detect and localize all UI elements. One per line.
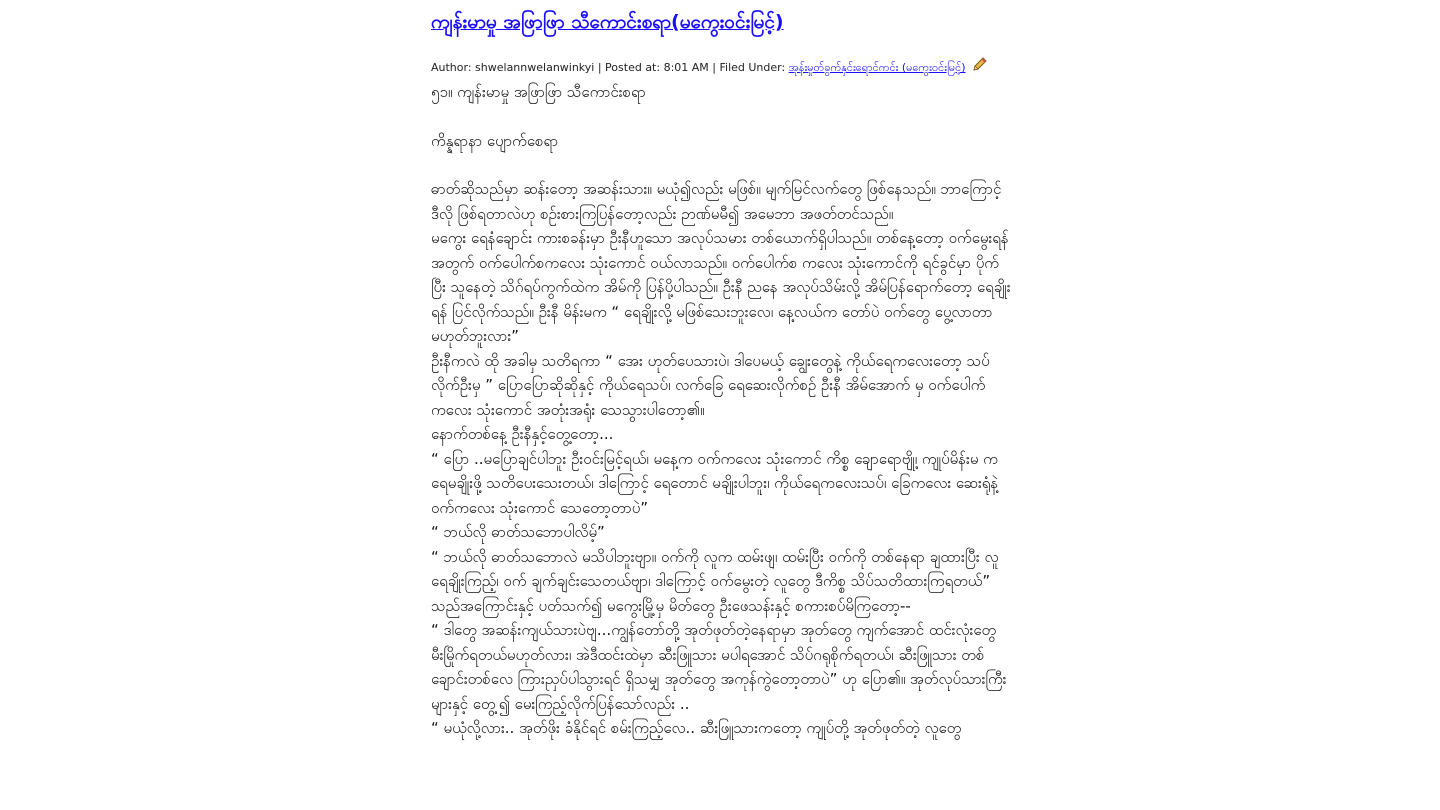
posted-time: 8:01 AM: [663, 61, 709, 74]
post-title-link[interactable]: ကျန်းမာမှု အဖြာဖြာ သီကောင်းစရာ(မကွေးဝင်းမြင့်): [431, 11, 784, 33]
paragraph: “ ပြော ..မပြောချင်ပါဘူး ဦးဝင်းမြင့်ရယ်၊ မနေ့က ဝက်ကလေး သုံးကောင် ကိစ္စ ချောရောဗျို့၊ ကျုပ်မိန်းမ က ရေမချိုးဖို့ သတိပေးသေးတယ်၊ ဒါကြောင့် ရေတောင် မချိုးပါဘူး၊ ကိုယ်ရေကလေးသပ်၊ ခြေကလေး ဆေးရုံနဲ့ ဝက်ကလေး သုံးကောင် သေတော့တာပဲ”: [431, 449, 999, 517]
paragraph: သည်အကြောင်းနှင့် ပတ်သက်၍ မကွေးမြို့မှ မိတ်တွေ ဦးဖေသန်းနှင့် စကားစပ်မိကြတော့--: [431, 596, 911, 615]
paragraph-gap: [431, 153, 1011, 177]
paragraph-gap: [431, 105, 1011, 129]
paragraph: “ ဘယ်လို ဓာတ်သဘောလဲ မသိပါဘူးဗျာ။ ဝက်ကို လူက ထမ်းဖျ၊ ထမ်းပြီး ဝက်ကို တစ်နေရာ ချထားပြီး လူရေချိုးကြည့်၊ ဝက် ချက်ချင်းသေတယ်ဗျာ၊ ဒါကြောင့် ဝက်မွေးတဲ့ လူတွေ ဒီကိစ္စ သိပ်သတိထားကြရတယ်”: [431, 547, 999, 590]
author-name: shwelannwelanwinkyi: [475, 61, 595, 74]
post-meta: [431, 56, 1011, 78]
paragraph: ဦးနီကလဲ ထို အခါမှ သတိရကာ “ အေး ဟုတ်ပေသားပဲ၊ ဒါပေမယ့် ချွေးတွေနဲ့ ကိုယ်ရေကလေးတော့ သပ်လိုက်ဦးမှ ” ပြောပြောဆိုဆိုနှင့် ကိုယ်ရေသပ်၊ လက်ခြေ ရေဆေးလိုက်စဉ် ဦးနီ အိမ်အောက် မှ ဝက်ပေါက်ကလေး သုံးကောင် အတုံးအရုံး သေသွားပါတော့၏။: [431, 351, 990, 419]
post-title: [431, 0, 1011, 36]
posted-label: | Posted at:: [594, 61, 664, 74]
paragraph: ၅၁။ ကျန်းမာမှု အဖြာဖြာ သီကောင်းစရာ: [431, 83, 646, 101]
pencil-icon[interactable]: [972, 56, 988, 78]
filed-label: | Filed Under:: [708, 61, 789, 74]
paragraph: “ မယုံလို့လား.. အုတ်ဖိုး ခံနိုင်ရင် စမ်းကြည့်လေ.. ဆီးဖြူသားကတော့ ကျုပ်တို့ အုတ်ဖုတ်တဲ့ လူတွေ: [431, 719, 962, 737]
paragraph: “ ဘယ်လို ဓာတ်သဘောပါလိမ့်”: [431, 523, 605, 541]
category-link[interactable]: အုန်းမှုတ်ခွက်နှင်းရောင်ကင်း (မကွေးဝင်းမြင့်): [788, 61, 966, 74]
paragraph: မကွေး ရေနံချောင်း ကားစခန်းမှာ ဦးနီဟူသော အလုပ်သမား တစ်ယောက်ရှိပါသည်။ တစ်နေ့တော့ ဝက်မွေးရန် အတွက် ဝက်ပေါက်စကလေး သုံးကောင် ဝယ်လာသည်။ ဝက်ပေါက်စ ကလေး သုံးကောင်ကို ရင်ခွင်မှာ ပိုက်ပြီး သူနေတဲ့ သိဂ်ရပ်ကွက်ထဲက အိမ်ကို ပြန်ပို့ပါသည်။ ဦးနီ ညနေ အလုပ်သိမ်းလို့ အိမ်ပြန်ရောက်တော့ ရေချိုးရန် ပြင်လိုက်သည်။ ဦးနီ မိန်းမက “ ရေချိုးလို့ မဖြစ်သေးဘူးလေ၊ နေ့လယ်က တော်ပဲ ဝက်တွေ ပွေ့လာတာ မဟုတ်ဘူးလား”: [431, 229, 1011, 345]
paragraph: ဓာတ်ဆိုသည်မှာ ဆန်းတော့ အဆန်းသား။ မယုံ၍လည်း မဖြစ်။ မျက်မြင်လက်တွေ ဖြစ်နေသည်။ ဘာကြောင့် ဒီလို ဖြစ်ရတာလဲဟု စဉ်းစားကြပြန်တော့လည်း ဉာဏ်မမီ၍ အမေဘာ အဖတ်တင်သည်။: [431, 180, 1002, 223]
paragraph: နောက်တစ်နေ့ ဦးနီနှင့်တွေ့တော့...: [431, 425, 614, 443]
paragraph: “ ဒါတွေ အဆန်းကျယ်သားပဲဗျ...ကျွန်တော်တို့ အုတ်ဖုတ်တဲ့နေရာမှာ အုတ်တွေ ကျက်အောင် ထင်းလုံးတွေ မီးမြိုက်ရတယ်မဟုတ်လား၊ အဲဒီထင်းထဲမှာ ဆီးဖြူသား မပါရအောင် သိပ်ဂရုစိုက်ရတယ်၊ ဆီးဖြူသား တစ်ချောင်းတစ်လေ ကြားညှပ်ပါသွားရင် ရှိသမျှ အုတ်တွေ အကုန်ကွဲတော့တာပဲ” ဟု ပြော၏။ အုတ်လုပ်သားကြီးများနှင့် တွေ့၍ မေးကြည့်လိုက်ပြန်သော်လည်း ..: [431, 621, 1007, 713]
author-label: Author:: [431, 61, 476, 74]
blog-post: [431, 0, 1011, 741]
paragraph: ကိန္နရာနာ ပျောက်စေရာ: [431, 131, 559, 150]
post-body: [431, 80, 1011, 741]
